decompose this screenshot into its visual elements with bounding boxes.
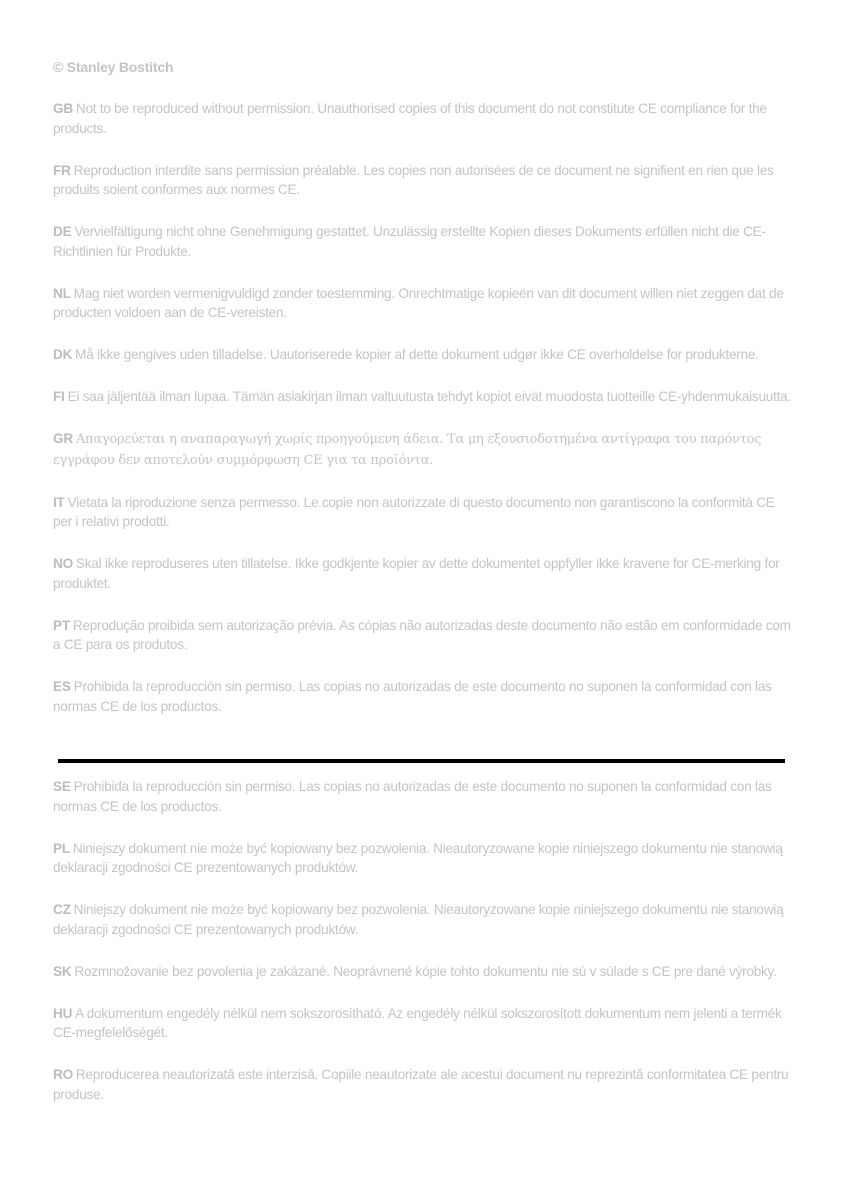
notice-text: Απαγορεύεται η αναπαραγωγή χωρίς προηγούμενη άδεια. Τα μη εξουσιοδοτημένα αντίγραφα του παρόντος εγγράφου δεν αποτελούν συμμόρφωση CE για τα προϊόντα. [53, 432, 762, 468]
notice-text: Not to be reproduced without permission. Unauthorised copies of this document do not constitute CE compliance for the products. [53, 101, 767, 136]
notice-de [53, 222, 795, 261]
language-code: NO [53, 556, 73, 571]
notice-text: Må ikke gengives uden tilladelse. Uautoriserede kopier af dette dokument udgør ikke CE overholdelse for produkterne. [75, 347, 759, 362]
horizontal-divider [58, 759, 785, 763]
notice-se [53, 777, 795, 816]
copyright-notice: © Stanley Bostitch [53, 59, 174, 75]
notice-hu [53, 1004, 795, 1043]
language-code: PT [53, 617, 70, 633]
notice-text: Skal ikke reproduseres uten tillatelse. Ikke godkjente kopier av dette dokumentet oppfyller ikke kravene for CE-merking for produktet. [53, 556, 780, 591]
notice-ro [53, 1065, 795, 1104]
notice-text: Ei saa jäljentää ilman lupaa. Tämän asiakirjan ilman valtuutusta tehdyt kopiot eivät muodosta tuotteille CE-yhdenmukaisuutta. [67, 389, 791, 404]
notice-dk [53, 345, 795, 365]
notice-sk [53, 962, 795, 982]
notice-text: Reproduction interdite sans permission préalable. Les copies non autorisées de ce document ne signifient en rien que les produits soient conformes aux normes CE. [53, 162, 774, 197]
notice-gr [53, 429, 795, 470]
language-code: ES [53, 679, 71, 694]
notice-pl [53, 839, 795, 878]
notice-gb [53, 99, 795, 138]
document-page-lower [53, 777, 795, 1127]
notice-text: Vervielfältigung nicht ohne Genehmigung gestattet. Unzulässig erstellte Kopien dieses Dokuments erfüllen nicht die CE-Richtlinien für Produkte. [53, 224, 766, 259]
notice-text: Vietata la riproduzione senza permesso. Le copie non autorizzate di questo documento non garantiscono la conformità CE per i relativi prodotti. [53, 494, 775, 529]
notice-cz [53, 900, 795, 939]
notice-text: Niniejszy dokument nie może być kopiowany bez pozwolenia. Nieautoryzowane kopie niniejszego dokumentu nie stanowią deklaracji zgodności CE prezentowanych produktów. [53, 840, 783, 875]
language-code: NL [53, 285, 71, 301]
notice-pt [53, 616, 795, 655]
notice-text: Rozmnožovanie bez povolenia je zakázané. Neoprávnené kópie tohto dokumentu nie sú v súlade s CE pre dané výrobky. [74, 963, 777, 979]
notice-text: Mag niet worden vermenigvuldigd zonder toestemming. Onrechtmatige kopieën van dit document willen niet zeggen dat de producten voldoen aan de CE-vereisten. [53, 285, 784, 320]
notice-fr [53, 161, 795, 200]
notice-text: Niniejszy dokument nie może być kopiowany bez pozwolenia. Nieautoryzowane kopie niniejszego dokumentu nie stanowią deklaracji zgodności CE prezentowanych produktów. [53, 902, 784, 937]
notice-text: Prohibida la reproducción sin permiso. Las copias no autorizadas de este documento no suponen la conformidad con las normas CE de los productos. [53, 779, 772, 814]
notice-no [53, 554, 795, 593]
language-code: GB [53, 101, 73, 116]
notice-text: Prohibida la reproducción sin permiso. Las copias no autorizadas de este documento no suponen la conformidad con las normas CE de los productos. [53, 679, 772, 714]
language-code: SE [53, 779, 71, 794]
notice-es [53, 677, 795, 716]
notice-nl [53, 284, 795, 323]
notice-fi [53, 387, 795, 407]
language-code: DE [53, 224, 72, 239]
language-code: SK [53, 963, 72, 979]
language-code: PL [53, 840, 70, 856]
notice-text: Reproducerea neautorizată este interzisă. Copiile neautorizate ale acestui document nu reprezintă conformitatea CE pentru produse. [53, 1067, 789, 1102]
language-code: RO [53, 1067, 73, 1082]
language-code: IT [53, 494, 65, 510]
document-page-upper [53, 58, 795, 739]
notice-text: Reprodução proibida sem autorização prévia. As cópias não autorizadas deste documento não estão em conformidade com a CE para os produtos. [53, 617, 791, 652]
language-code: CZ [53, 902, 71, 917]
notice-it [53, 493, 795, 532]
notice-text: A dokumentum engedély nélkül nem sokszorosítható. Az engedély nélkül sokszorosított dokumentum nem jelenti a termék CE-megfelelőségét. [53, 1005, 782, 1040]
language-code: GR [53, 431, 73, 446]
language-code: FR [53, 162, 71, 178]
language-code: DK [53, 347, 73, 362]
language-code: HU [53, 1005, 73, 1021]
language-code: FI [53, 389, 65, 404]
